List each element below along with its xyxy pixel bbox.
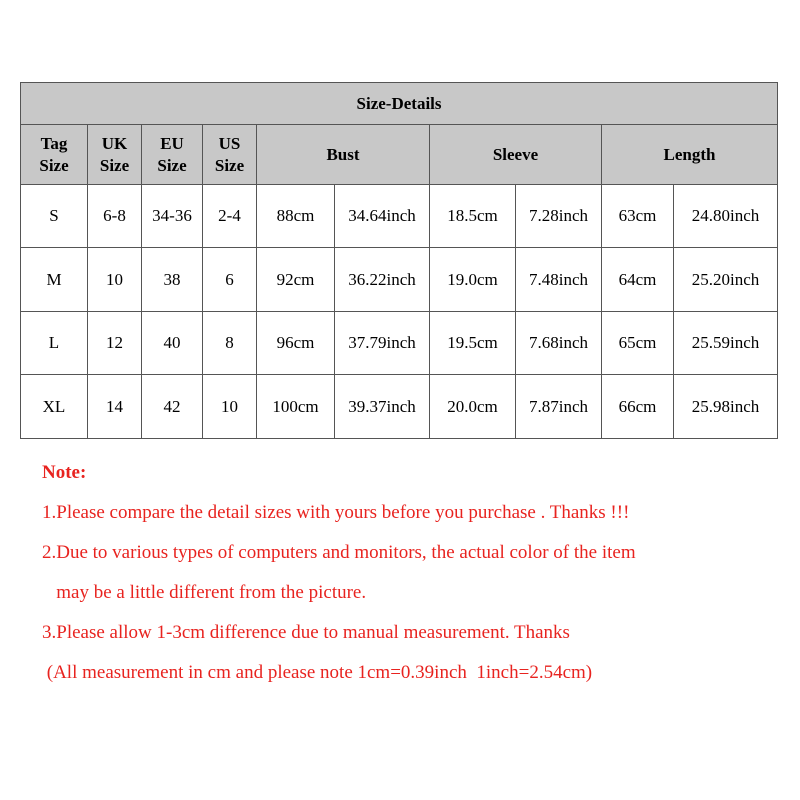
table-row: [21, 311, 778, 375]
table-cell: 10: [88, 248, 142, 312]
table-cell: 25.98inch: [674, 375, 778, 439]
table-cell: 25.59inch: [674, 311, 778, 375]
table-row: [21, 248, 778, 312]
header-eu-size: [142, 125, 203, 185]
table-cell: 96cm: [257, 311, 335, 375]
table-cell: 36.22inch: [335, 248, 430, 312]
header-length: [602, 125, 778, 185]
note-title: Note:: [42, 462, 87, 483]
header-uk-size: [88, 125, 142, 185]
header-text: Tag: [40, 133, 68, 153]
table-cell: 34-36: [142, 184, 203, 248]
table-cell: 7.28inch: [516, 184, 602, 248]
table-cell: 6-8: [88, 184, 142, 248]
table-cell: 100cm: [257, 375, 335, 439]
note-line-2-cont: may be a little different from the picture.: [42, 582, 367, 603]
note-line-1: 1.Please compare the detail sizes with yours before you purchase . Thanks !!!: [42, 502, 630, 523]
header-sleeve: [430, 125, 602, 185]
size-details-table: [20, 82, 778, 439]
table-cell: 7.87inch: [516, 375, 602, 439]
table-cell: 42: [142, 375, 203, 439]
table-cell: 6: [203, 248, 257, 312]
table-cell: 20.0cm: [430, 375, 516, 439]
table-cell: 65cm: [602, 311, 674, 375]
header-text: Sleeve: [492, 144, 539, 164]
table-cell: XL: [21, 375, 88, 439]
table-title: Size-Details: [21, 83, 778, 125]
header-text: Size: [39, 155, 69, 175]
table-cell: 64cm: [602, 248, 674, 312]
table-cell: 18.5cm: [430, 184, 516, 248]
table-cell: 66cm: [602, 375, 674, 439]
table-cell: 39.37inch: [335, 375, 430, 439]
header-row: [21, 125, 778, 185]
table-row: [21, 375, 778, 439]
table-cell: M: [21, 248, 88, 312]
table-cell: 2-4: [203, 184, 257, 248]
header-text: Size: [99, 155, 130, 175]
header-text: EU: [160, 133, 184, 153]
header-tag-size: [21, 125, 88, 185]
header-text: Bust: [326, 144, 360, 164]
table-cell: 92cm: [257, 248, 335, 312]
table-cell: 19.0cm: [430, 248, 516, 312]
header-text: Length: [663, 144, 716, 164]
table-cell: 7.68inch: [516, 311, 602, 375]
table-cell: 34.64inch: [335, 184, 430, 248]
note-line-measurement: (All measurement in cm and please note 1cm=0.39inch 1inch=2.54cm): [42, 662, 593, 683]
table-cell: 14: [88, 375, 142, 439]
table-cell: 63cm: [602, 184, 674, 248]
header-text: Size: [157, 155, 187, 175]
table-cell: 40: [142, 311, 203, 375]
header-us-size: [203, 125, 257, 185]
header-text: Size: [214, 155, 245, 175]
table-cell: 8: [203, 311, 257, 375]
table-cell: 38: [142, 248, 203, 312]
header-text: UK: [101, 133, 128, 153]
note-line-2: 2.Due to various types of computers and monitors, the actual color of the item: [42, 542, 636, 563]
table-cell: 88cm: [257, 184, 335, 248]
table-cell: 10: [203, 375, 257, 439]
table-cell: 37.79inch: [335, 311, 430, 375]
header-text: US: [218, 133, 241, 153]
table-cell: 24.80inch: [674, 184, 778, 248]
table-cell: 7.48inch: [516, 248, 602, 312]
table-cell: S: [21, 184, 88, 248]
table-cell: 25.20inch: [674, 248, 778, 312]
table-row: [21, 184, 778, 248]
note-line-3: 3.Please allow 1-3cm difference due to manual measurement. Thanks: [42, 622, 570, 643]
table-cell: L: [21, 311, 88, 375]
header-bust: [257, 125, 430, 185]
table-cell: 12: [88, 311, 142, 375]
table-cell: 19.5cm: [430, 311, 516, 375]
